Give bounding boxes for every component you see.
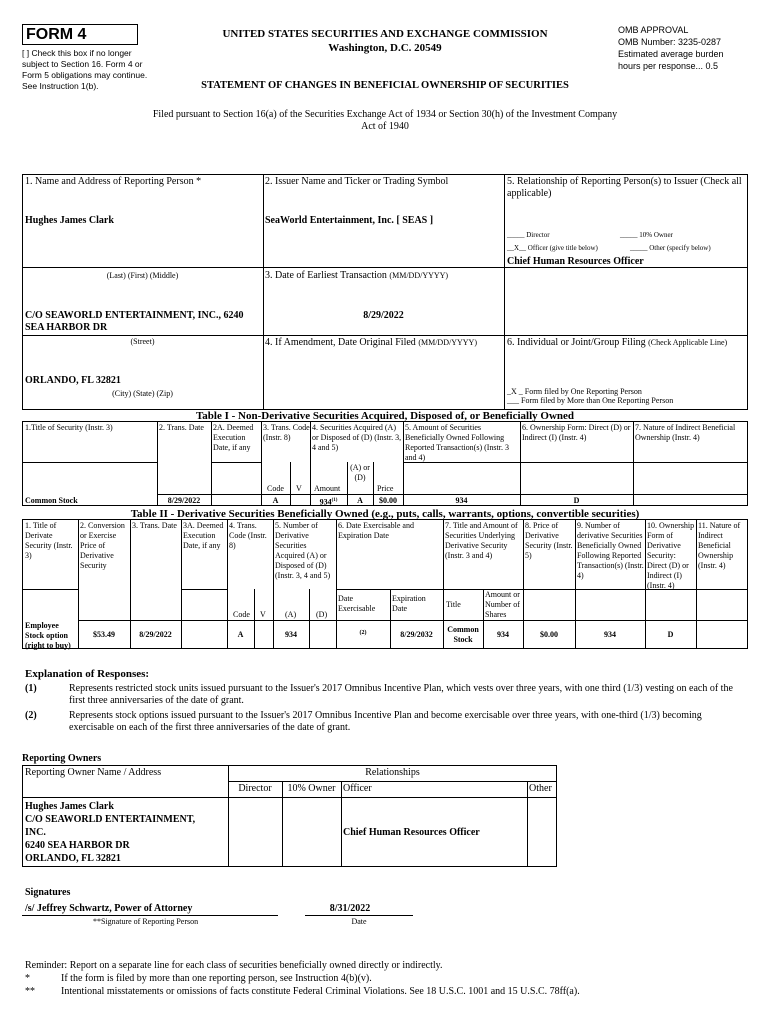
- form-title-box: [22, 24, 138, 45]
- owners-col-other: Other: [529, 783, 552, 794]
- t2-col3a: 3A. Deemed Execution Date, if any: [183, 521, 224, 550]
- street-caption: (Street): [130, 337, 155, 346]
- signer-name: /s/ Jeffrey Schwartz, Power of Attorney: [25, 903, 193, 914]
- t1-row-form: D: [573, 496, 580, 505]
- t2-row-date-ex: (2): [359, 630, 367, 636]
- t2-col3: 3. Trans. Date: [132, 521, 177, 530]
- t2-col6: 6. Date Exercisable and Expiration Date: [338, 521, 414, 540]
- t1-col2: 2. Trans. Date: [159, 423, 204, 432]
- explanation-title: Explanation of Responses:: [25, 668, 150, 680]
- multi-person-filing[interactable]: ___ Form filed by More than One Reporting Person: [507, 396, 674, 405]
- t2-col4: 4. Trans. Code (Instr. 8): [229, 521, 267, 550]
- reporting-person-name: Hughes James Clark: [25, 215, 114, 226]
- note2-num: (2): [25, 710, 37, 721]
- earliest-transaction-date: 8/29/2022: [363, 310, 404, 321]
- t1-col3: 3. Trans. Code (Instr. 8): [263, 423, 310, 442]
- t2-col10: 10. Ownership Form of Derivative Security: Direct (D) or Indirect (I) (Instr. 4): [647, 521, 695, 590]
- t1-col1: 1.Title of Security (Instr. 3): [25, 423, 113, 432]
- omb-number: OMB Number: 3235-0287: [618, 37, 722, 47]
- box6-label: 6. Individual or Joint/Group Filing (Check Applicable Line): [507, 337, 728, 348]
- t1-sub-amount: Amount: [314, 484, 341, 493]
- owner-name-line1: Hughes James Clark: [25, 801, 114, 812]
- t1-sub-price: Price: [377, 484, 394, 493]
- t2-sub-code: Code: [233, 610, 250, 619]
- box3-label: 3. Date of Earliest Transaction (MM/DD/YYYY): [265, 270, 449, 281]
- officer-title: Chief Human Resources Officer: [507, 256, 644, 267]
- reporting-person-street: C/O SEAWORLD ENTERTAINMENT, INC., 6240 SEA HARBOR DR: [25, 310, 244, 333]
- footnote-star1-symbol: *: [25, 973, 30, 984]
- other-checkbox[interactable]: _____ Other (specify below): [630, 244, 711, 252]
- t1-sub-ad: (A) or (D): [350, 463, 370, 482]
- footnote-star2-symbol: **: [25, 986, 35, 997]
- t2-row-title: Employee Stock option (right to buy): [25, 621, 71, 650]
- t2-row-price: $53.49: [93, 630, 115, 639]
- t1-row-ad: A: [357, 496, 363, 505]
- t1-col7: 7. Nature of Indirect Beneficial Ownership (Instr. 4): [635, 423, 736, 442]
- t2-col2: 2. Conversion or Exercise Price of Derivative Security: [80, 521, 125, 570]
- t2-col1: 1. Title of Derivate Security (Instr. 3): [25, 521, 73, 560]
- t1-row-price: $0.00: [379, 496, 397, 505]
- signature-date-caption: Date: [351, 917, 367, 926]
- reminder: Reminder: Report on a separate line for each class of securities beneficially owned directly or indirectly.: [25, 960, 443, 971]
- note1-text: Represents restricted stock units issued pursuant to the Issuer's 2017 Omnibus Incentive Plan, which vests over three years, with one third (1/3) vesting on each of the first three anniversaries of the date of grant.: [69, 683, 733, 706]
- issuer-name: SeaWorld Entertainment, Inc. [ SEAS ]: [265, 215, 434, 226]
- owner-name-line2: C/O SEAWORLD ENTERTAINMENT,: [25, 814, 196, 825]
- t2-row-underlying-title: Common Stock: [447, 625, 479, 644]
- note2-text: Represents stock options issued pursuant to the Issuer's 2017 Omnibus Incentive Plan and become exercisable over three years, with one-third (1/3) becoming exercisable on each of the first three anniversaries of the date of grant.: [69, 710, 702, 733]
- box2-label: 2. Issuer Name and Ticker or Trading Symbol: [265, 176, 449, 187]
- owners-col-director: Director: [238, 783, 272, 794]
- t2-row-code: A: [237, 630, 244, 639]
- t2-sub-title: Title: [446, 600, 461, 609]
- owner-name-line3: INC.: [25, 827, 46, 838]
- agency-address: Washington, D.C. 20549: [328, 42, 442, 54]
- city-caption: (City) (State) (Zip): [112, 389, 173, 398]
- form-title: FORM 4: [26, 26, 87, 43]
- t2-sub-d: (D): [316, 610, 328, 619]
- t2-row-owned: 934: [604, 630, 616, 639]
- one-person-filing[interactable]: _X _ Form filed by One Reporting Person: [507, 387, 642, 396]
- officer-checkbox[interactable]: __X__ Officer (give title below): [507, 244, 598, 252]
- t2-sub-exp: Expiration Date: [392, 594, 426, 613]
- table2-title: Table II - Derivative Securities Beneficially Owned (e.g., puts, calls, warrants, options, convertible securities): [130, 508, 640, 520]
- box5-label: 5. Relationship of Reporting Person(s) to Issuer (Check all applicable): [507, 176, 742, 199]
- t1-row-code: A: [272, 496, 279, 505]
- omb-title: OMB APPROVAL: [618, 25, 689, 35]
- t1-col2a: 2A. Deemed Execution Date, if any: [213, 423, 254, 452]
- t2-col8: 8. Price of Derivative Security (Instr. 5): [525, 521, 573, 560]
- footnote-star1: If the form is filed by more than one reporting person, see Instruction 4(b)(v).: [61, 973, 372, 984]
- agency-name: UNITED STATES SECURITIES AND EXCHANGE COMMISSION: [222, 28, 548, 40]
- t2-row-date: 8/29/2022: [139, 630, 172, 639]
- reporting-grid: [22, 174, 748, 410]
- t1-col4: 4. Securities Acquired (A) or Disposed of (D) (Instr. 3, 4 and 5): [312, 423, 402, 452]
- t2-sub-amount: Amount or Number of Shares: [485, 590, 520, 619]
- t2-sub-a: (A): [285, 610, 297, 619]
- note1-num: (1): [25, 683, 37, 694]
- signer-caption: **Signature of Reporting Person: [93, 917, 199, 926]
- checkbox-note: [ ] Check this box if no longer subject to Section 16. Form 4 or Form 5 obligations may continue. See Instruction 1(b).: [22, 48, 148, 91]
- t2-row-deriv-price: $0.00: [540, 630, 558, 639]
- filed-pursuant: Filed pursuant to Section 16(a) of the Securities Exchange Act of 1934 or Section 30(h) of the Investment Company Act of 1940: [152, 109, 618, 132]
- owner-name-line5: ORLANDO, FL 32821: [25, 853, 121, 864]
- ten-percent-owner-checkbox[interactable]: _____ 10% Owner: [620, 231, 673, 239]
- statement-title: STATEMENT OF CHANGES IN BENEFICIAL OWNERSHIP OF SECURITIES: [201, 80, 569, 91]
- t1-row-owned: 934: [455, 496, 468, 505]
- t1-col6: 6. Ownership Form: Direct (D) or Indirect (I) (Instr. 4): [522, 423, 631, 442]
- t1-row-title: Common Stock: [25, 496, 78, 505]
- owners-col-name: Reporting Owner Name / Address: [25, 767, 162, 778]
- director-checkbox[interactable]: _____ Director: [507, 231, 550, 239]
- owners-title: Reporting Owners: [22, 753, 102, 764]
- table1-title: Table I - Non-Derivative Securities Acquired, Disposed of, or Beneficially Owned: [195, 410, 575, 422]
- t2-row-form: D: [667, 630, 674, 639]
- t2-sub-v: V: [260, 610, 266, 619]
- t2-col11: 11. Nature of Indirect Beneficial Ownership (Instr. 4): [698, 521, 741, 570]
- t2-row-a: 934: [285, 630, 297, 639]
- owner-officer-title: Chief Human Resources Officer: [343, 827, 480, 838]
- box4-label: 4. If Amendment, Date Original Filed (MM/DD/YYYY): [265, 337, 477, 348]
- t2-col9: 9. Number of derivative Securities Beneficially Owned Following Reported Transaction(s) (Instr. 4): [577, 521, 644, 580]
- t2-col7: 7. Title and Amount of Securities Underlying Derivative Security (Instr. 3 and 4): [445, 521, 518, 560]
- owners-col-relationships: Relationships: [365, 767, 420, 778]
- box1-label: 1. Name and Address of Reporting Person *: [25, 176, 202, 187]
- t2-row-exp: 8/29/2032: [400, 630, 433, 639]
- footnote-star2: Intentional misstatements or omissions of facts constitute Federal Criminal Violations. See 18 U.S.C. 1001 and 15 U.S.C. 78ff(a).: [61, 986, 580, 997]
- t2-sub-date-ex: Date Exercisable: [338, 594, 376, 613]
- reporting-person-city: ORLANDO, FL 32821: [25, 375, 121, 386]
- t2-col5: 5. Number of Derivative Securities Acquired (A) or Disposed of (D) (Instr. 3, 4 and 5): [275, 521, 331, 580]
- omb-burden-1: Estimated average burden: [618, 49, 724, 59]
- t1-row-amount: 934$^{(1)}$: [319, 497, 338, 507]
- signature-date: 8/31/2022: [329, 903, 371, 914]
- omb-burden-2: hours per response... 0.5: [618, 61, 719, 71]
- t1-sub-v: V: [296, 484, 302, 493]
- t1-sub-code: Code: [267, 484, 284, 493]
- name-caption: (Last) (First) (Middle): [106, 271, 179, 280]
- signatures-title: Signatures: [25, 887, 71, 898]
- owners-col-officer: Officer: [343, 783, 372, 794]
- owners-col-ten: 10% Owner: [287, 783, 336, 794]
- owner-name-line4: 6240 SEA HARBOR DR: [25, 840, 130, 851]
- t1-col5: 5. Amount of Securities Beneficially Owned Following Reported Transaction(s) (Instr. 3 and 4): [405, 423, 509, 462]
- t1-row-date: 8/29/2022: [167, 496, 201, 505]
- t2-row-underlying-amount: 934: [497, 630, 509, 639]
